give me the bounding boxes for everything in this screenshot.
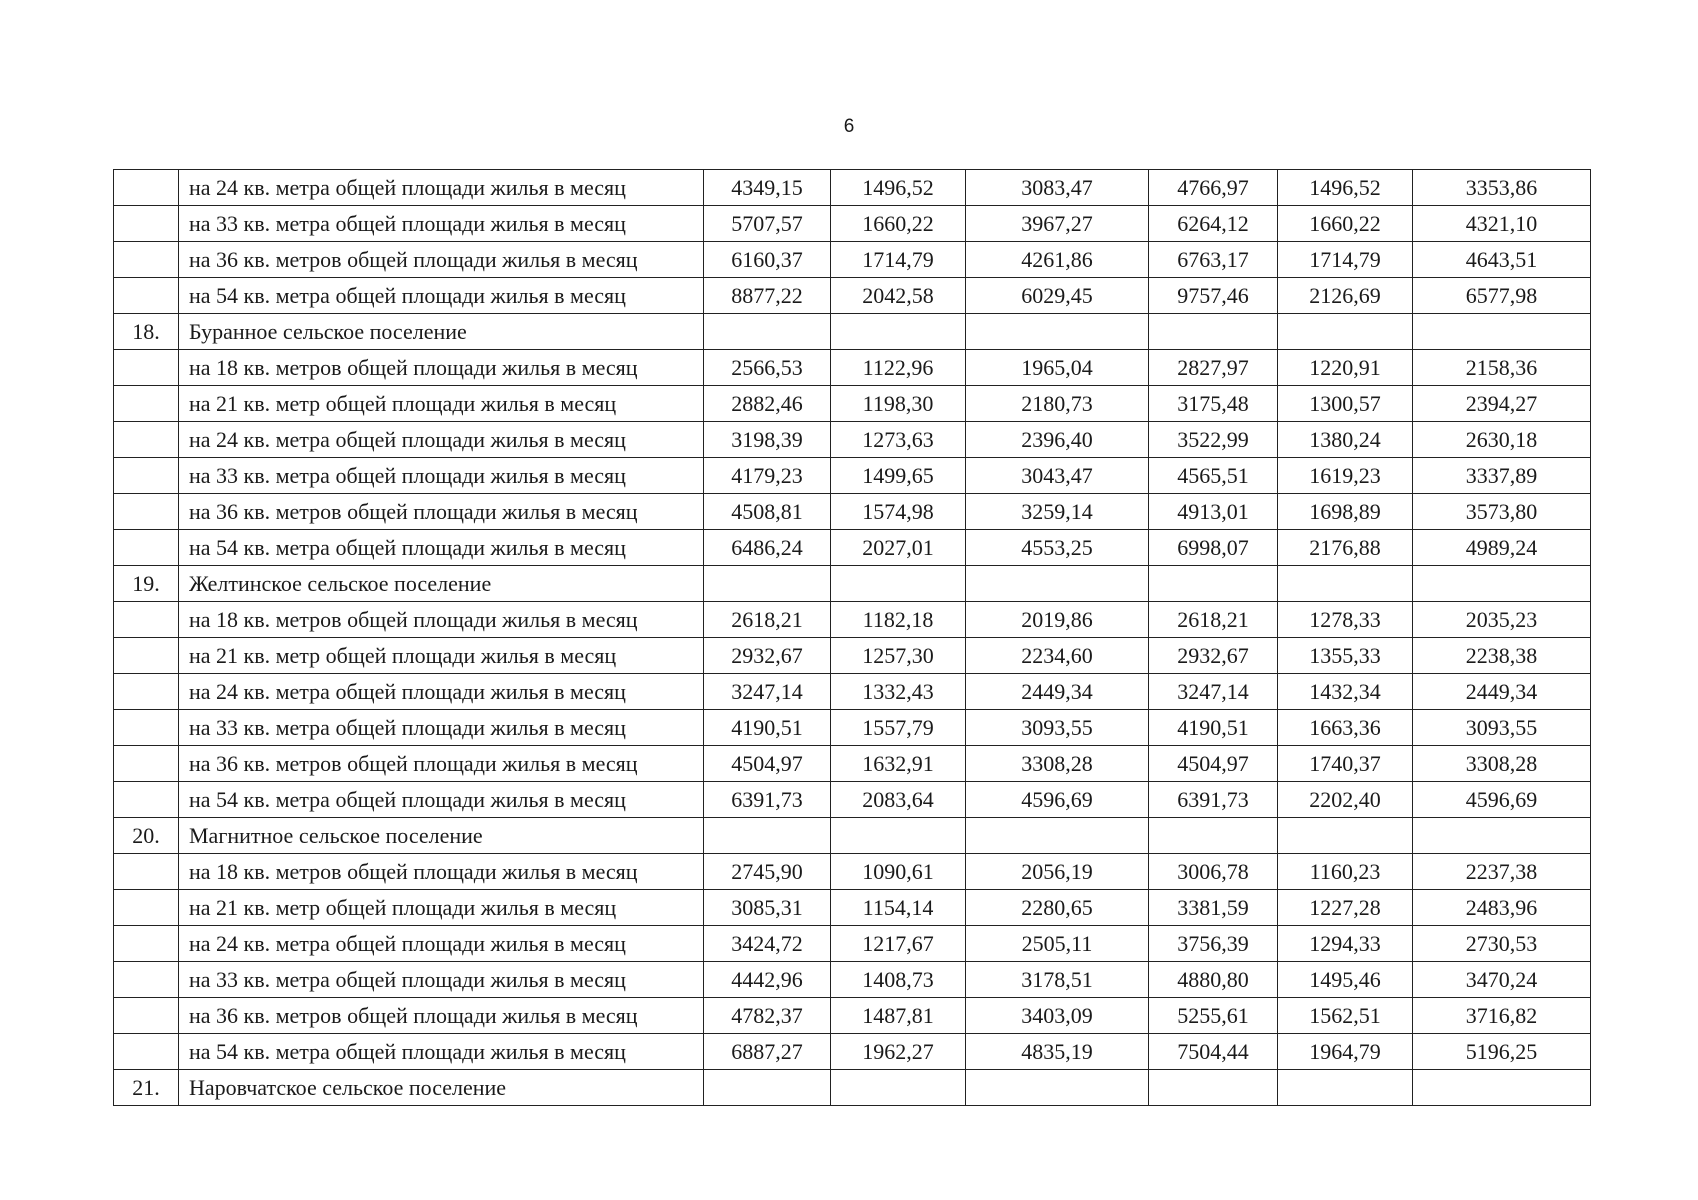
value-cell: 2449,34 — [966, 674, 1149, 710]
value-cell: 3353,86 — [1413, 170, 1591, 206]
value-cell: 4553,25 — [966, 530, 1149, 566]
value-cell: 1495,46 — [1278, 962, 1413, 998]
value-cell: 2396,40 — [966, 422, 1149, 458]
value-cell: 4989,24 — [1413, 530, 1591, 566]
value-cell: 4321,10 — [1413, 206, 1591, 242]
value-cell — [1149, 566, 1278, 602]
value-cell: 2035,23 — [1413, 602, 1591, 638]
value-cell: 1632,91 — [831, 746, 966, 782]
section-row — [114, 314, 1591, 350]
value-cell: 3424,72 — [704, 926, 831, 962]
value-cell — [831, 314, 966, 350]
value-cell — [831, 566, 966, 602]
settlement-name: Желтинское сельское поселение — [179, 566, 704, 602]
table-row — [114, 854, 1591, 890]
row-number — [114, 602, 179, 638]
row-number — [114, 206, 179, 242]
section-row — [114, 818, 1591, 854]
value-cell: 3716,82 — [1413, 998, 1591, 1034]
value-cell: 1122,96 — [831, 350, 966, 386]
value-cell — [1278, 566, 1413, 602]
value-cell: 6577,98 — [1413, 278, 1591, 314]
value-cell: 2882,46 — [704, 386, 831, 422]
value-cell: 4261,86 — [966, 242, 1149, 278]
value-cell: 3756,39 — [1149, 926, 1278, 962]
value-cell: 4643,51 — [1413, 242, 1591, 278]
value-cell: 4596,69 — [966, 782, 1149, 818]
value-cell — [704, 566, 831, 602]
row-label: на 33 кв. метра общей площади жилья в месяц — [179, 458, 704, 494]
value-cell: 1574,98 — [831, 494, 966, 530]
row-label: на 36 кв. метров общей площади жилья в месяц — [179, 746, 704, 782]
value-cell: 3247,14 — [704, 674, 831, 710]
row-label: на 36 кв. метров общей площади жилья в месяц — [179, 998, 704, 1034]
row-number — [114, 494, 179, 530]
row-number — [114, 962, 179, 998]
value-cell: 2932,67 — [704, 638, 831, 674]
value-cell: 2730,53 — [1413, 926, 1591, 962]
value-cell: 4766,97 — [1149, 170, 1278, 206]
row-number — [114, 854, 179, 890]
value-cell: 3381,59 — [1149, 890, 1278, 926]
value-cell: 5255,61 — [1149, 998, 1278, 1034]
page-number: 6 — [843, 116, 855, 137]
value-cell: 2932,67 — [1149, 638, 1278, 674]
table-row — [114, 494, 1591, 530]
table-row — [114, 926, 1591, 962]
value-cell: 1619,23 — [1278, 458, 1413, 494]
value-cell: 3337,89 — [1413, 458, 1591, 494]
value-cell: 2449,34 — [1413, 674, 1591, 710]
value-cell: 2483,96 — [1413, 890, 1591, 926]
value-cell: 1220,91 — [1278, 350, 1413, 386]
value-cell: 6486,24 — [704, 530, 831, 566]
row-label: на 33 кв. метра общей площади жилья в месяц — [179, 710, 704, 746]
value-cell — [1413, 566, 1591, 602]
row-number — [114, 782, 179, 818]
table-row — [114, 422, 1591, 458]
value-cell: 3178,51 — [966, 962, 1149, 998]
value-cell: 1962,27 — [831, 1034, 966, 1070]
value-cell: 1198,30 — [831, 386, 966, 422]
table-row — [114, 242, 1591, 278]
value-cell: 1257,30 — [831, 638, 966, 674]
value-cell: 2056,19 — [966, 854, 1149, 890]
value-cell: 1273,63 — [831, 422, 966, 458]
value-cell: 2394,27 — [1413, 386, 1591, 422]
row-number — [114, 926, 179, 962]
value-cell — [1413, 314, 1591, 350]
value-cell: 3308,28 — [966, 746, 1149, 782]
value-cell: 3308,28 — [1413, 746, 1591, 782]
row-number — [114, 278, 179, 314]
value-cell: 2618,21 — [704, 602, 831, 638]
value-cell: 4190,51 — [704, 710, 831, 746]
value-cell — [966, 566, 1149, 602]
value-cell: 1300,57 — [1278, 386, 1413, 422]
row-number — [114, 998, 179, 1034]
settlement-name: Буранное сельское поселение — [179, 314, 704, 350]
value-cell — [831, 1070, 966, 1106]
value-cell — [1149, 818, 1278, 854]
value-cell: 1496,52 — [831, 170, 966, 206]
row-number — [114, 242, 179, 278]
value-cell: 3198,39 — [704, 422, 831, 458]
section-row — [114, 1070, 1591, 1106]
row-label: на 18 кв. метров общей площади жилья в месяц — [179, 854, 704, 890]
value-cell: 4349,15 — [704, 170, 831, 206]
value-cell: 3259,14 — [966, 494, 1149, 530]
row-number — [114, 710, 179, 746]
value-cell: 2158,36 — [1413, 350, 1591, 386]
value-cell: 6763,17 — [1149, 242, 1278, 278]
row-number: 18. — [114, 314, 179, 350]
value-cell: 2618,21 — [1149, 602, 1278, 638]
row-label: на 21 кв. метр общей площади жилья в месяц — [179, 386, 704, 422]
row-number — [114, 530, 179, 566]
value-cell: 1660,22 — [1278, 206, 1413, 242]
value-cell: 1557,79 — [831, 710, 966, 746]
value-cell: 1487,81 — [831, 998, 966, 1034]
row-label: на 54 кв. метра общей площади жилья в месяц — [179, 530, 704, 566]
value-cell — [1149, 314, 1278, 350]
row-number: 20. — [114, 818, 179, 854]
value-cell — [704, 314, 831, 350]
value-cell: 1663,36 — [1278, 710, 1413, 746]
row-label: на 54 кв. метра общей площади жилья в месяц — [179, 1034, 704, 1070]
value-cell: 3093,55 — [1413, 710, 1591, 746]
value-cell: 1294,33 — [1278, 926, 1413, 962]
value-cell: 1964,79 — [1278, 1034, 1413, 1070]
row-label: на 21 кв. метр общей площади жилья в месяц — [179, 890, 704, 926]
value-cell: 6391,73 — [1149, 782, 1278, 818]
value-cell: 3083,47 — [966, 170, 1149, 206]
value-cell: 3085,31 — [704, 890, 831, 926]
value-cell: 4442,96 — [704, 962, 831, 998]
value-cell — [1149, 1070, 1278, 1106]
value-cell: 2083,64 — [831, 782, 966, 818]
value-cell: 4880,80 — [1149, 962, 1278, 998]
section-row — [114, 566, 1591, 602]
value-cell: 4835,19 — [966, 1034, 1149, 1070]
value-cell — [1278, 818, 1413, 854]
value-cell: 6160,37 — [704, 242, 831, 278]
value-cell: 1965,04 — [966, 350, 1149, 386]
value-cell — [831, 818, 966, 854]
row-label: на 24 кв. метра общей площади жилья в месяц — [179, 422, 704, 458]
value-cell — [966, 314, 1149, 350]
value-cell: 2745,90 — [704, 854, 831, 890]
table-row — [114, 674, 1591, 710]
row-label: на 36 кв. метров общей площади жилья в месяц — [179, 494, 704, 530]
value-cell: 9757,46 — [1149, 278, 1278, 314]
value-cell: 3006,78 — [1149, 854, 1278, 890]
row-number — [114, 674, 179, 710]
value-cell: 3573,80 — [1413, 494, 1591, 530]
table-row — [114, 998, 1591, 1034]
value-cell — [966, 1070, 1149, 1106]
value-cell — [1278, 314, 1413, 350]
value-cell: 6029,45 — [966, 278, 1149, 314]
table-row — [114, 1034, 1591, 1070]
value-cell: 2042,58 — [831, 278, 966, 314]
value-cell — [704, 818, 831, 854]
value-cell: 2202,40 — [1278, 782, 1413, 818]
row-label: на 21 кв. метр общей площади жилья в месяц — [179, 638, 704, 674]
value-cell: 1499,65 — [831, 458, 966, 494]
settlement-name: Магнитное сельское поселение — [179, 818, 704, 854]
value-cell — [1278, 1070, 1413, 1106]
row-label: на 18 кв. метров общей площади жилья в месяц — [179, 602, 704, 638]
row-label: на 24 кв. метра общей площади жилья в месяц — [179, 674, 704, 710]
value-cell: 4179,23 — [704, 458, 831, 494]
value-cell: 1182,18 — [831, 602, 966, 638]
row-number — [114, 746, 179, 782]
value-cell: 4504,97 — [1149, 746, 1278, 782]
value-cell: 3403,09 — [966, 998, 1149, 1034]
value-cell: 7504,44 — [1149, 1034, 1278, 1070]
table-row — [114, 206, 1591, 242]
value-cell: 2280,65 — [966, 890, 1149, 926]
row-number — [114, 170, 179, 206]
value-cell: 3175,48 — [1149, 386, 1278, 422]
value-cell: 4782,37 — [704, 998, 831, 1034]
row-number — [114, 1034, 179, 1070]
value-cell: 1740,37 — [1278, 746, 1413, 782]
value-cell: 4596,69 — [1413, 782, 1591, 818]
value-cell: 2234,60 — [966, 638, 1149, 674]
table-row — [114, 278, 1591, 314]
value-cell: 2126,69 — [1278, 278, 1413, 314]
value-cell — [704, 1070, 831, 1106]
table-row — [114, 170, 1591, 206]
row-number — [114, 386, 179, 422]
table-row — [114, 530, 1591, 566]
value-cell: 1090,61 — [831, 854, 966, 890]
value-cell: 5707,57 — [704, 206, 831, 242]
value-cell: 1432,34 — [1278, 674, 1413, 710]
value-cell: 4913,01 — [1149, 494, 1278, 530]
value-cell: 1698,89 — [1278, 494, 1413, 530]
value-cell: 1562,51 — [1278, 998, 1413, 1034]
row-label: на 54 кв. метра общей площади жилья в месяц — [179, 278, 704, 314]
row-number — [114, 890, 179, 926]
value-cell: 1714,79 — [831, 242, 966, 278]
value-cell: 2827,97 — [1149, 350, 1278, 386]
value-cell: 2027,01 — [831, 530, 966, 566]
table-body — [114, 170, 1591, 1106]
value-cell: 2176,88 — [1278, 530, 1413, 566]
value-cell: 3247,14 — [1149, 674, 1278, 710]
row-number: 21. — [114, 1070, 179, 1106]
value-cell: 2238,38 — [1413, 638, 1591, 674]
value-cell — [1413, 818, 1591, 854]
row-number — [114, 422, 179, 458]
table-row — [114, 350, 1591, 386]
value-cell: 8877,22 — [704, 278, 831, 314]
table-row — [114, 746, 1591, 782]
table-row — [114, 602, 1591, 638]
value-cell: 6391,73 — [704, 782, 831, 818]
value-cell: 3043,47 — [966, 458, 1149, 494]
value-cell: 4504,97 — [704, 746, 831, 782]
row-number — [114, 458, 179, 494]
value-cell: 4565,51 — [1149, 458, 1278, 494]
value-cell — [966, 818, 1149, 854]
value-cell: 6998,07 — [1149, 530, 1278, 566]
value-cell: 1160,23 — [1278, 854, 1413, 890]
value-cell: 2237,38 — [1413, 854, 1591, 890]
row-label: на 36 кв. метров общей площади жилья в месяц — [179, 242, 704, 278]
table-row — [114, 890, 1591, 926]
value-cell: 3522,99 — [1149, 422, 1278, 458]
table-row — [114, 710, 1591, 746]
row-number: 19. — [114, 566, 179, 602]
value-cell: 1332,43 — [831, 674, 966, 710]
row-number — [114, 350, 179, 386]
value-cell: 2630,18 — [1413, 422, 1591, 458]
value-cell: 3093,55 — [966, 710, 1149, 746]
row-label: на 24 кв. метра общей площади жилья в месяц — [179, 170, 704, 206]
row-label: на 33 кв. метра общей площади жилья в месяц — [179, 962, 704, 998]
value-cell: 2019,86 — [966, 602, 1149, 638]
value-cell: 1660,22 — [831, 206, 966, 242]
value-cell: 5196,25 — [1413, 1034, 1591, 1070]
row-number — [114, 638, 179, 674]
tariff-table — [113, 169, 1591, 1106]
value-cell: 4508,81 — [704, 494, 831, 530]
value-cell: 1408,73 — [831, 962, 966, 998]
value-cell: 1278,33 — [1278, 602, 1413, 638]
value-cell: 2566,53 — [704, 350, 831, 386]
value-cell: 1227,28 — [1278, 890, 1413, 926]
row-label: на 24 кв. метра общей площади жилья в месяц — [179, 926, 704, 962]
value-cell: 6887,27 — [704, 1034, 831, 1070]
value-cell: 6264,12 — [1149, 206, 1278, 242]
table-row — [114, 962, 1591, 998]
value-cell: 2180,73 — [966, 386, 1149, 422]
value-cell: 3967,27 — [966, 206, 1149, 242]
table-row — [114, 638, 1591, 674]
table-row — [114, 458, 1591, 494]
value-cell: 4190,51 — [1149, 710, 1278, 746]
row-label: на 18 кв. метров общей площади жилья в месяц — [179, 350, 704, 386]
row-label: на 54 кв. метра общей площади жилья в месяц — [179, 782, 704, 818]
value-cell: 1714,79 — [1278, 242, 1413, 278]
value-cell: 1355,33 — [1278, 638, 1413, 674]
value-cell: 1380,24 — [1278, 422, 1413, 458]
value-cell: 2505,11 — [966, 926, 1149, 962]
value-cell: 1496,52 — [1278, 170, 1413, 206]
value-cell: 1217,67 — [831, 926, 966, 962]
value-cell: 1154,14 — [831, 890, 966, 926]
settlement-name: Наровчатское сельское поселение — [179, 1070, 704, 1106]
row-label: на 33 кв. метра общей площади жилья в месяц — [179, 206, 704, 242]
table-row — [114, 386, 1591, 422]
value-cell: 3470,24 — [1413, 962, 1591, 998]
value-cell — [1413, 1070, 1591, 1106]
table-row — [114, 782, 1591, 818]
